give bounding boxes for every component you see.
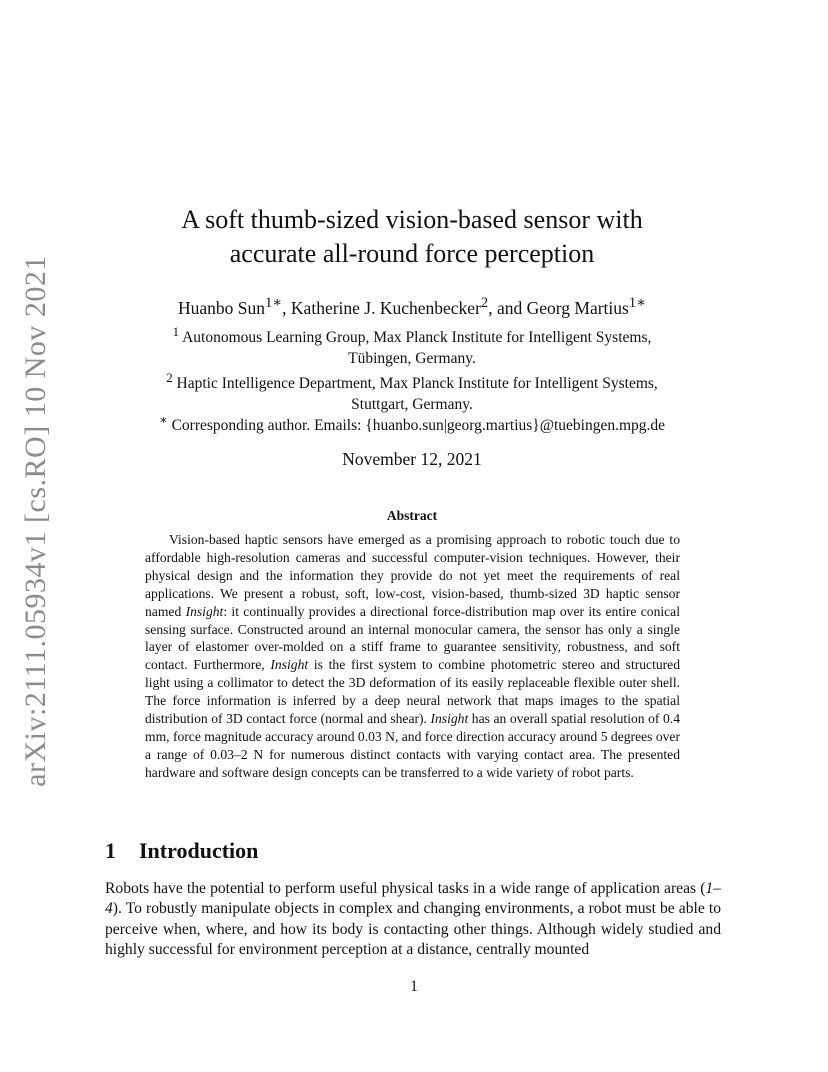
section-heading — [105, 836, 258, 866]
section-number: 1 — [105, 838, 116, 863]
abstract-heading: Abstract — [386, 508, 438, 523]
affiliation-line-2: Tübingen, Germany. — [348, 350, 476, 368]
corresponding-mark: ∗ — [158, 412, 168, 427]
title-line-1: A soft thumb-sized vision-based sensor with — [181, 205, 643, 234]
author-affiliation-mark: 1∗ — [628, 295, 647, 311]
author-name: Georg Martius — [526, 297, 629, 318]
affiliation-2 — [130, 367, 694, 415]
title-line-2: accurate all-round force perception — [229, 239, 595, 268]
author-separator: , and — [488, 297, 527, 318]
corresponding-text: Corresponding author. Emails: {huanbo.sun|georg.martius}@tuebingen.mpg.de — [171, 417, 666, 435]
author-separator: , — [282, 297, 291, 318]
author-affiliation-mark: 2 — [480, 295, 489, 311]
author-affiliation-mark: 1∗ — [264, 295, 283, 311]
page-number: 1 — [410, 978, 418, 995]
author-name: Huanbo Sun — [177, 297, 265, 318]
citation-reference[interactable]: 1–4 — [105, 880, 721, 918]
intro-text: ). To robustly manipulate objects in complex and changing environments, a robot must be able to perceive when, where, and how its body is contacting other things. Although widely studied and highly successful for environment perception at a distance, centrally mounted — [105, 900, 721, 959]
abstract-emphasis: Insight — [270, 657, 309, 673]
arxiv-identifier-stamp — [13, 255, 59, 787]
affiliation-1 — [130, 321, 694, 369]
affiliation-mark: 1 — [172, 324, 180, 339]
abstract-emphasis: Insight — [430, 711, 469, 727]
abstract-body — [145, 531, 680, 782]
section-title: Introduction — [139, 838, 259, 863]
author-list — [110, 291, 714, 320]
affiliation-line-1: Haptic Intelligence Department, Max Planck Institute for Intelligent Systems, — [176, 375, 658, 393]
abstract-emphasis: Insight — [185, 603, 224, 619]
publication-date: November 12, 2021 — [342, 449, 482, 469]
intro-text: Robots have the potential to perform useful physical tasks in a wide range of application areas ( — [105, 880, 706, 897]
abstract-text: : it continually provides a directional force-distribution map over its entire conical sensing surface. Constructed around an internal monocular camera, the sensor has only a single layer of elastomer over-molded on a stiff frame to guarantee sensitivity, robustness, and soft contact. Furthermore, — [145, 603, 680, 673]
abstract-text: has an overall spatial resolution of 0.4 mm, force magnitude accuracy around 0.03 N, and force direction accuracy around 5 degrees over a range of 0.03–2 N for numerous distinct contacts with varying contact area. The presented hardware and software design concepts can be transferred to a wide variety of robot parts. — [145, 711, 680, 780]
affiliation-mark: 2 — [166, 370, 173, 385]
author-name: Katherine J. Kuchenbecker — [290, 297, 481, 318]
affiliation-line-1: Autonomous Learning Group, Max Planck Institute for Intelligent Systems, — [182, 329, 652, 347]
abstract-text: Vision-based haptic sensors have emerged as a promising approach to robotic touch due to affordable high-resolution cameras and successful computer-vision techniques. However, their physical design and the information they provide do not yet meet the requirements of real applications. We present a robust, soft, low-cost, vision-based, thumb-sized 3D haptic sensor named — [145, 532, 680, 619]
arxiv-identifier-text: arXiv:2111.05934v1 [cs.RO] 10 Nov 2021 — [19, 255, 53, 787]
paper-title — [110, 203, 714, 271]
affiliation-line-2: Stuttgart, Germany. — [351, 396, 473, 414]
introduction-paragraph — [105, 879, 721, 961]
corresponding-author — [130, 409, 694, 436]
abstract-text: is the first system to combine photometric stereo and structured light using a collimator to detect the 3D deformation of its easily replaceable flexible outer shell. The force information is inferred by a deep neural network that maps images to the spatial distribution of 3D contact force (normal and shear). — [145, 657, 681, 727]
